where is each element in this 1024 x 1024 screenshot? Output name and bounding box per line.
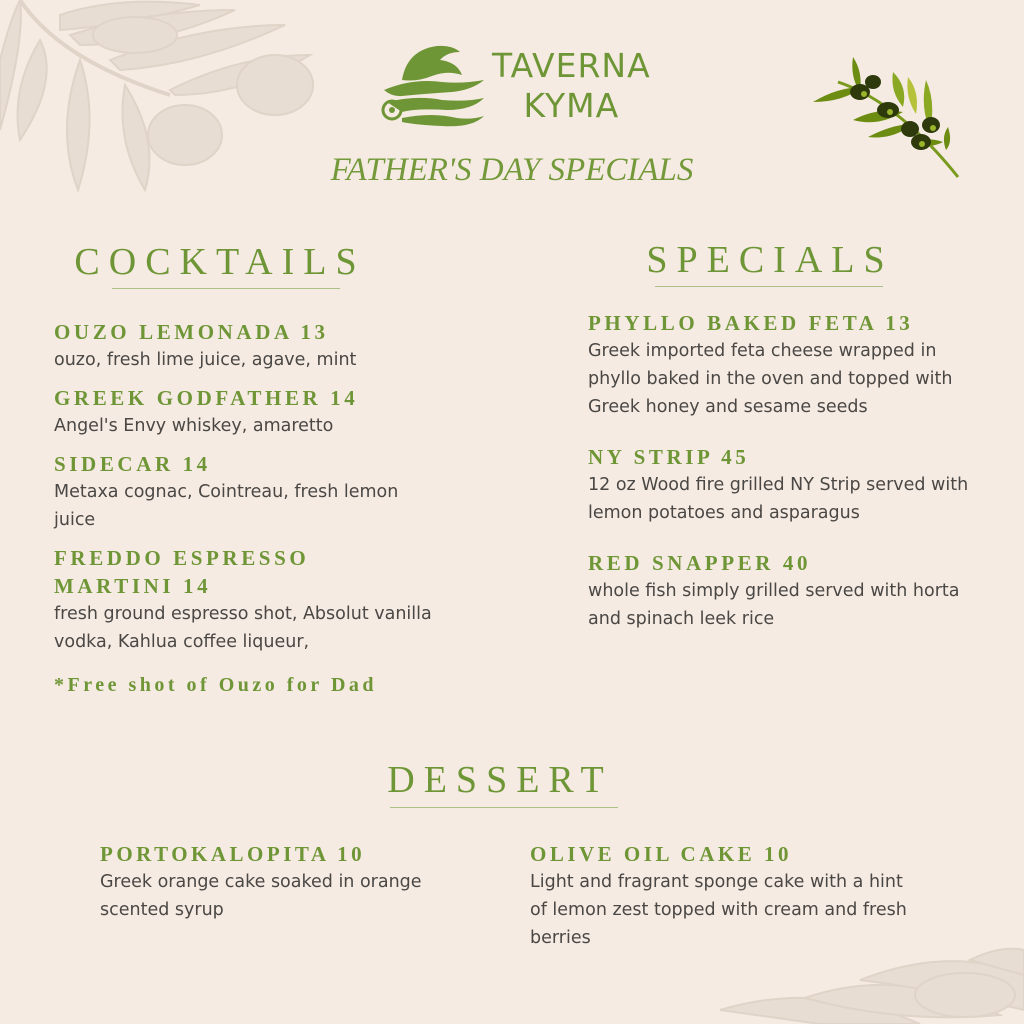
item-description: Angel's Envy whiskey, amaretto <box>54 416 334 436</box>
item-description: Light and fragrant sponge cake with a hint of lemon zest topped with cream and fresh berries <box>530 872 907 948</box>
menu-item <box>54 384 454 440</box>
section-heading-cocktails: COCKTAILS <box>74 241 366 283</box>
dessert-item <box>100 840 490 924</box>
menu-item <box>588 309 983 421</box>
item-description: 12 oz Wood fire grilled NY Strip served with lemon potatoes and asparagus <box>588 475 969 523</box>
brand-name <box>492 46 651 126</box>
section-heading-specials: SPECIALS <box>646 239 894 281</box>
item-description: Greek imported feta cheese wrapped in phyllo baked in the oven and topped with Greek honey and sesame seeds <box>588 341 953 417</box>
item-description: whole fish simply grilled served with horta and spinach leek rice <box>588 581 960 629</box>
page-subtitle: FATHER'S DAY SPECIALS <box>330 152 694 188</box>
menu-item <box>588 549 983 633</box>
cocktails-list <box>54 318 454 697</box>
item-name: RED SNAPPER 40 <box>588 551 812 575</box>
item-name: GREEK GODFATHER 14 <box>54 386 359 410</box>
item-name: PORTOKALOPITA 10 <box>100 842 366 866</box>
menu-item <box>54 318 454 374</box>
specials-list <box>588 309 983 643</box>
dessert-item <box>530 840 915 952</box>
divider <box>390 807 618 808</box>
item-name: OLIVE OIL CAKE 10 <box>530 842 792 866</box>
item-description: Greek orange cake soaked in orange scented syrup <box>100 872 422 920</box>
menu-item <box>54 544 444 656</box>
menu-item <box>588 443 983 527</box>
brand-logo <box>372 40 662 130</box>
item-name: PHYLLO BAKED FETA 13 <box>588 311 914 335</box>
item-name: OUZO LEMONADA 13 <box>54 320 329 344</box>
promo-note: *Free shot of Ouzo for Dad <box>54 674 378 696</box>
divider <box>112 288 340 289</box>
item-name: NY STRIP 45 <box>588 445 750 469</box>
item-description: fresh ground espresso shot, Absolut vanilla vodka, Kahlua coffee liqueur, <box>54 604 432 652</box>
item-description: ouzo, fresh lime juice, agave, mint <box>54 350 357 370</box>
item-name: FREDDO ESPRESSO MARTINI 14 <box>54 546 310 598</box>
item-name: SIDECAR 14 <box>54 452 211 476</box>
brand-line-2: KYMA <box>523 86 620 125</box>
divider <box>655 286 883 287</box>
section-heading-dessert: DESSERT <box>387 759 613 801</box>
brand-line-1: TAVERNA <box>492 46 651 85</box>
menu-item <box>54 450 414 534</box>
item-description: Metaxa cognac, Cointreau, fresh lemon juice <box>54 482 399 530</box>
wave-logo-icon <box>372 40 492 130</box>
